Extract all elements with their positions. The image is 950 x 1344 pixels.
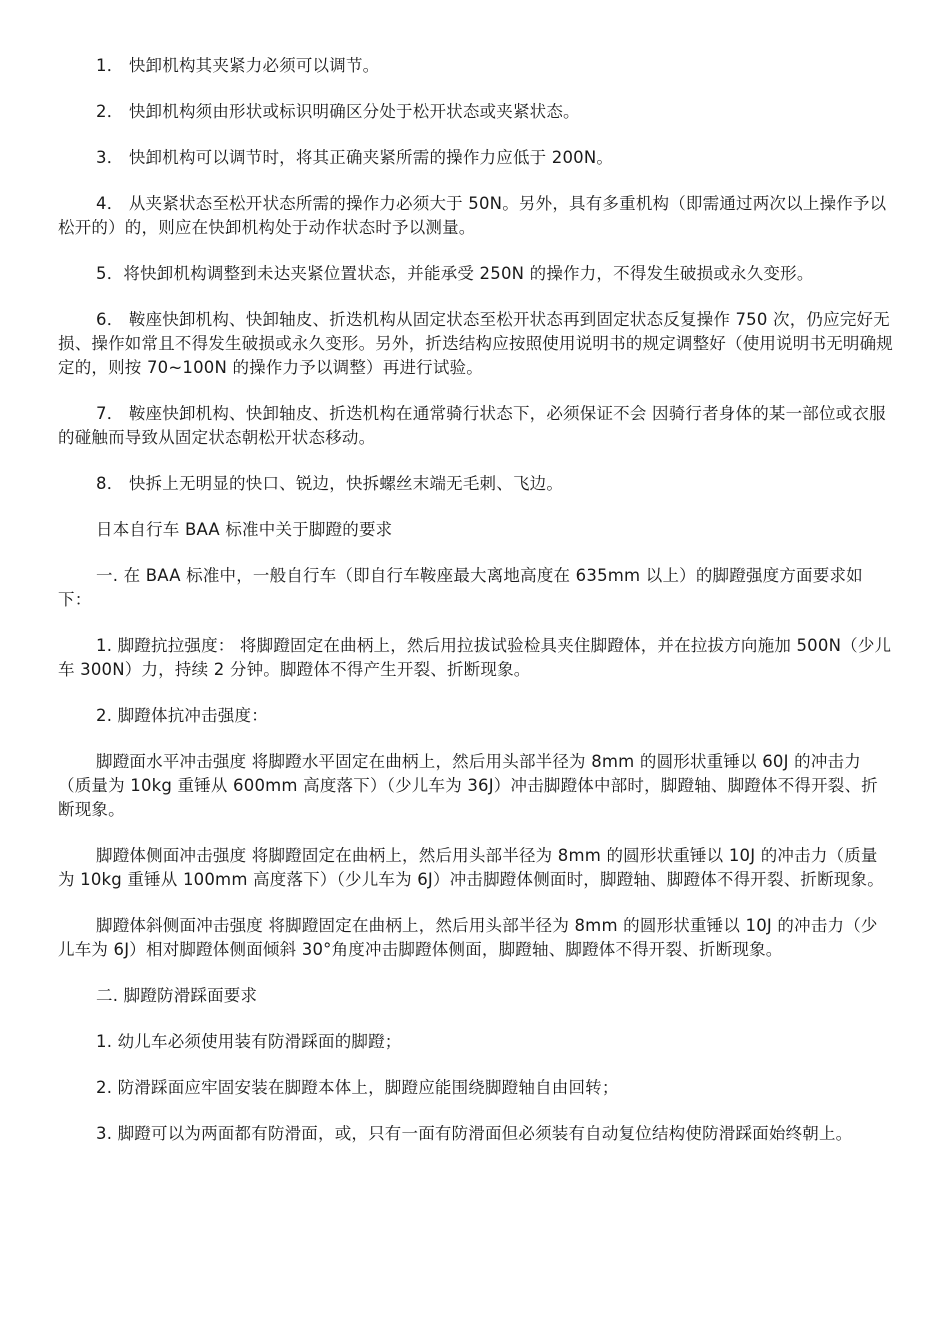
anti-slip-item-1: 1. 幼儿车必须使用装有防滑踩面的脚蹬；: [96, 1032, 402, 1051]
pedal-oblique-impact: 脚蹬体斜侧面冲击强度 将脚蹬固定在曲柄上，然后用头部半径为 8mm 的圆形状重锤以 10J 的冲击力（少儿车为 6J）相对脚蹬体侧面倾斜 30°角度冲击脚蹬体侧面，脚蹬轴、脚蹬体不得开裂、折断现象。: [58, 916, 878, 959]
item-7-paragraph: 7． 鞍座快卸机构、快卸轴皮、折迭机构在通常骑行状态下，必须保证不会 因骑行者身体的某一部位或衣服的碰触而导致从固定状态朝松开状态移动。: [58, 404, 886, 447]
anti-slip-item-3: 3. 脚蹬可以为两面都有防滑面，或，只有一面有防滑面但必须装有自动复位结构使防滑踩面始终朝上。: [96, 1124, 853, 1143]
item-1-paragraph: 1． 快卸机构其夹紧力必须可以调节。: [96, 56, 380, 75]
section-heading-baa-pedal: 日本自行车 BAA 标准中关于脚蹬的要求: [96, 520, 393, 539]
anti-slip-item-2: 2. 防滑踩面应牢固安装在脚蹬本体上，脚蹬应能围绕脚蹬轴自由回转；: [96, 1078, 619, 1097]
pedal-horizontal-impact: 脚蹬面水平冲击强度 将脚蹬水平固定在曲柄上，然后用头部半径为 8mm 的圆形状重锤以 60J 的冲击力（质量为 10kg 重锤从 600mm 高度落下）（少儿车为 36J）冲击脚蹬体中部时，脚蹬轴、脚蹬体不得开裂、折断现象。: [58, 752, 878, 819]
pedal-impact-heading: 2. 脚蹬体抗冲击强度：: [96, 706, 268, 725]
item-5-paragraph: 5．将快卸机构调整到未达夹紧位置状态，并能承受 250N 的操作力，不得发生破损或永久变形。: [96, 264, 814, 283]
item-8-paragraph: 8． 快拆上无明显的快口、锐边，快拆螺丝末端无毛刺、飞边。: [96, 474, 564, 493]
section-two-heading: 二. 脚蹬防滑踩面要求: [96, 986, 258, 1005]
pedal-side-impact: 脚蹬体侧面冲击强度 将脚蹬固定在曲柄上，然后用头部半径为 8mm 的圆形状重锤以 10J 的冲击力（质量为 10kg 重锤从 100mm 高度落下）（少儿车为 6J）冲击脚蹬体侧面时，脚蹬轴、脚蹬体不得开裂、折断现象。: [58, 846, 884, 889]
section-one-intro: 一. 在 BAA 标准中，一般自行车（即自行车鞍座最大离地高度在 635mm 以上）的脚蹬强度方面要求如下：: [58, 566, 863, 609]
item-3-paragraph: 3． 快卸机构可以调节时，将其正确夹紧所需的操作力应低于 200N。: [96, 148, 614, 167]
item-2-paragraph: 2． 快卸机构须由形状或标识明确区分处于松开状态或夹紧状态。: [96, 102, 580, 121]
document-page: [58, 54, 894, 1168]
item-4-paragraph: 4． 从夹紧状态至松开状态所需的操作力必须大于 50N。另外，具有多重机构（即需通过两次以上操作予以松开的）的，则应在快卸机构处于动作状态时予以测量。: [58, 194, 887, 237]
pedal-tensile-strength: 1. 脚蹬抗拉强度： 将脚蹬固定在曲柄上，然后用拉拔试验检具夹住脚蹬体，并在拉拔方向施加 500N（少儿车 300N）力，持续 2 分钟。脚蹬体不得产生开裂、折断现象。: [58, 636, 892, 679]
item-6-paragraph: 6． 鞍座快卸机构、快卸轴皮、折迭机构从固定状态至松开状态再到固定状态反复操作 750 次，仍应完好无损、操作如常且不得发生破损或永久变形。另外，折迭结构应按照使用说明书的规定调整好（使用说明书无明确规定的，则按 70~100N 的操作力予以调整）再进行试验。: [58, 310, 893, 377]
